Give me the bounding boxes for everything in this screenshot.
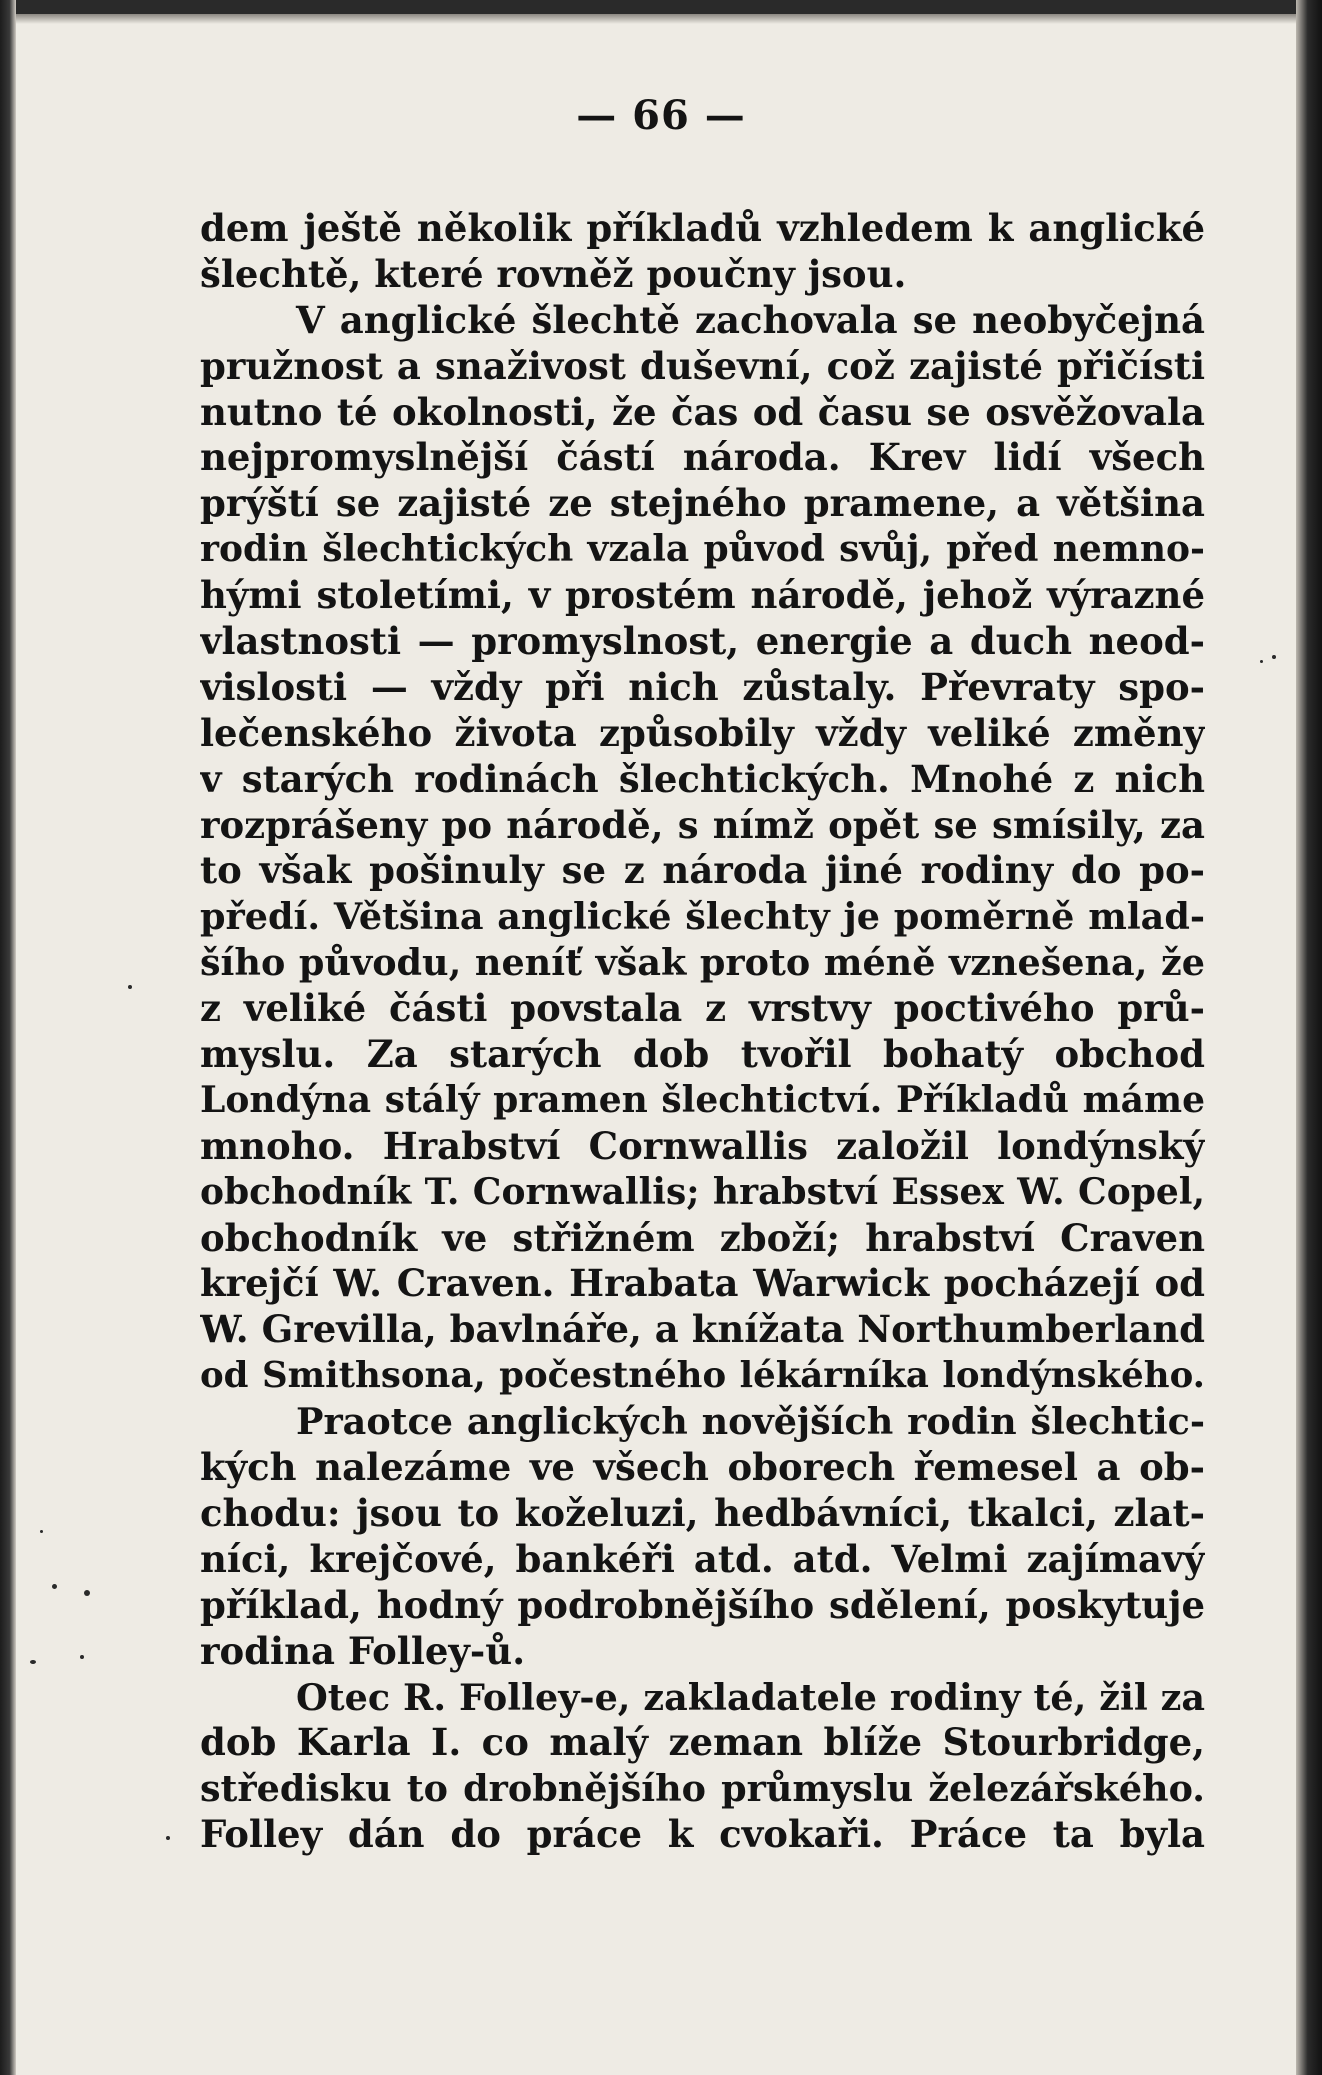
margin-speck	[166, 1836, 170, 1840]
margin-speck	[80, 1655, 84, 1659]
text-line: šího původu, neníť však proto méně vznešena, že	[200, 941, 1205, 985]
text-line: obchodník T. Cornwallis; hrabství Essex W. Copel,	[200, 1170, 1205, 1213]
text-line: prýští se zajisté ze stejného pramene, a většina	[200, 481, 1205, 526]
text-line: W. Grevilla, bavlnáře, a knížata Northumberland	[200, 1307, 1205, 1352]
text-line: rodin šlechtických vzala původ svůj, před nemno-	[200, 528, 1205, 571]
text-line: nutno té okolnosti, že čas od času se osvěžovala	[200, 389, 1205, 434]
text-line: mnoho. Hrabství Cornwallis založil londýnský	[200, 1123, 1205, 1168]
margin-speck	[1260, 660, 1263, 663]
margin-speck	[40, 1530, 43, 1533]
text-line: z veliké části povstala z vrstvy poctivého prů-	[200, 986, 1205, 1031]
text-line: vlastnosti — promyslnost, energie a duch neod-	[200, 619, 1205, 664]
text-line: to však pošinuly se z národa jiné rodiny do po-	[200, 848, 1205, 893]
text-line: myslu. Za starých dob tvořil bohatý obchod	[200, 1032, 1205, 1077]
text-line: nejpromyslnější částí národa. Krev lidí všech	[200, 435, 1205, 480]
text-line: Folley dán do práce k cvokaři. Práce ta byla	[200, 1812, 1205, 1857]
body-text	[200, 206, 1205, 1858]
text-line: níci, krejčové, bankéři atd. atd. Velmi zajímavý	[200, 1536, 1205, 1581]
text-line: rozprášeny po národě, s nímž opět se smísily, za	[200, 802, 1205, 847]
margin-speck	[30, 1660, 36, 1664]
text-line: V anglické šlechtě zachovala se neobyčejná	[296, 297, 1205, 342]
text-line: od Smithsona, počestného lékárníka londýnského.	[200, 1355, 1205, 1397]
text-line: chodu: jsou to koželuzi, hedbávníci, tkalci, zlat-	[200, 1490, 1205, 1535]
scan-edge-left	[0, 0, 16, 2075]
text-line: šlechtě, které rovněž poučny jsou.	[200, 251, 907, 296]
text-line: obchodník ve střižném zboží; hrabství Craven	[200, 1215, 1205, 1260]
text-line: pružnost a snaživost duševní, což zajisté přičísti	[200, 343, 1205, 388]
text-line: hými stoletími, v prostém národě, jehož výrazné	[200, 573, 1205, 618]
scan-edge-top	[0, 0, 1322, 14]
text-line: dob Karla I. co malý zeman blíže Stourbridge,	[200, 1720, 1205, 1765]
page-number: — 66 —	[576, 92, 746, 139]
margin-speck	[128, 985, 132, 989]
text-line: příklad, hodný podrobnějšího sdělení, poskytuje	[200, 1582, 1205, 1627]
margin-speck	[52, 1584, 57, 1589]
scan-edge-right	[1296, 0, 1322, 2075]
margin-speck	[1272, 655, 1276, 659]
margin-speck	[84, 1590, 90, 1596]
text-line: dem ještě několik příkladů vzhledem k anglické	[200, 206, 1205, 250]
text-line: Praotce anglických novějších rodin šlechtic-	[296, 1400, 1205, 1444]
text-line: lečenského života způsobily vždy veliké změny	[200, 710, 1205, 755]
text-line: Londýna stálý pramen šlechtictví. Příkladů máme	[200, 1078, 1205, 1121]
text-line: krejčí W. Craven. Hrabata Warwick pocházejí od	[200, 1261, 1205, 1306]
text-line: kých nalezáme ve všech oborech řemesel a ob-	[200, 1445, 1205, 1490]
scan-edge-shadow	[16, 14, 1296, 24]
text-line: předí. Většina anglické šlechty je poměrně mlad-	[200, 895, 1205, 939]
text-line: Otec R. Folley-e, zakladatele rodiny té, žil za	[296, 1675, 1205, 1719]
text-line: rodina Folley-ů.	[200, 1628, 526, 1673]
text-line: vislosti — vždy při nich zůstaly. Převraty spo-	[200, 664, 1205, 709]
text-line: středisku to drobnějšího průmyslu železářského.	[200, 1767, 1205, 1811]
text-line: v starých rodinách šlechtických. Mnohé z nich	[200, 756, 1205, 801]
